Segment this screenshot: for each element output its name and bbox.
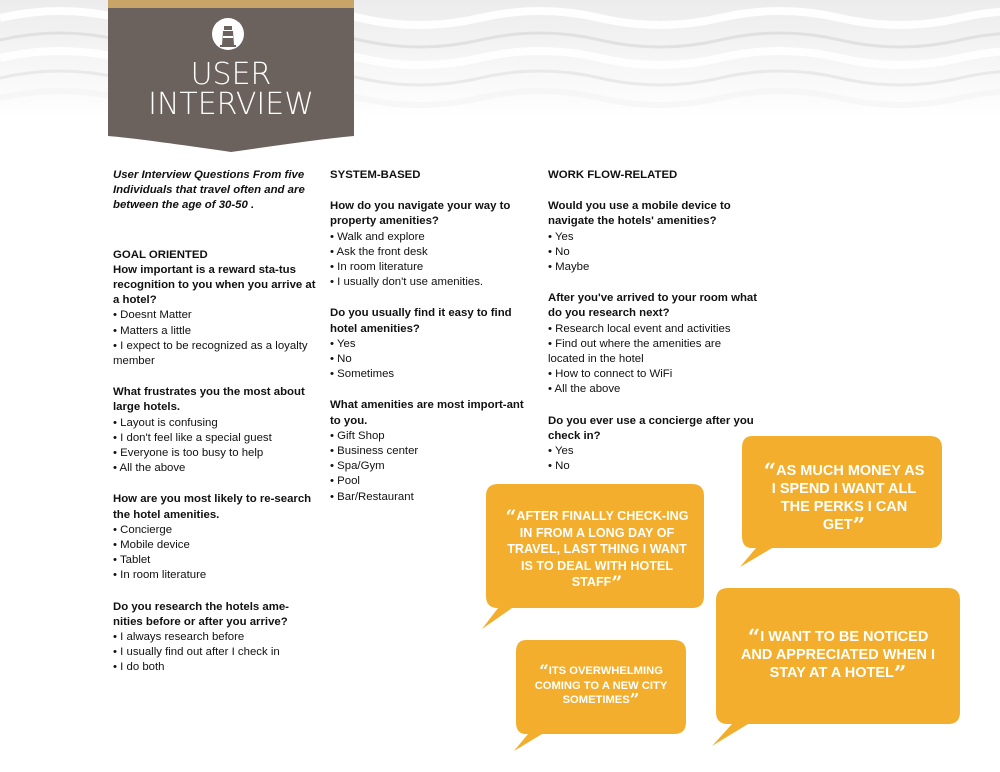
question-block — [113, 385, 318, 476]
question: Do you usually find it easy to find hotel amenities? — [330, 307, 512, 335]
answer-item: • I do both — [113, 660, 318, 675]
answer-item: • Research local event and activities — [548, 322, 758, 337]
open-quote-mark: “ — [539, 660, 549, 681]
answer-item: • All the above — [548, 382, 758, 397]
question: After you've arrived to your room what do you research next? — [548, 292, 758, 320]
question-block — [330, 306, 535, 382]
section-heading: SYSTEM-BASED — [330, 169, 421, 181]
column-system-based — [330, 168, 535, 521]
answer-item: • I usually find out after I check in — [113, 645, 318, 660]
open-quote-mark: “ — [505, 505, 517, 528]
answer-item: • Maybe — [548, 260, 758, 275]
answer-item: • Bar/Restaurant — [330, 490, 535, 505]
question: How are you most likely to re-search the hotel amenities. — [113, 493, 312, 521]
answer-list — [113, 416, 318, 477]
answer-item: • Ask the front desk — [330, 245, 535, 260]
quote-bubble-hotel-staff — [482, 484, 706, 630]
quote-bubble-overwhelming — [512, 640, 688, 752]
quote-body: AS MUCH MONEY AS I SPEND I WANT ALL THE PERKS I CAN GET — [771, 463, 925, 533]
question-block — [330, 199, 535, 290]
page-title — [108, 57, 354, 122]
column-work-flow-related — [548, 168, 758, 490]
close-quote-mark: ” — [629, 689, 640, 710]
answer-item: • I usually don't use amenities. — [330, 275, 535, 290]
close-quote-mark: ” — [611, 571, 623, 594]
answer-item: • Yes — [330, 337, 535, 352]
close-quote-mark: ” — [852, 513, 866, 539]
answer-item: • Yes — [548, 230, 758, 245]
close-quote-mark: ” — [893, 661, 907, 687]
answer-item: • I always research before — [113, 630, 318, 645]
quote-bubble-perks — [738, 436, 944, 568]
question-block — [113, 492, 318, 583]
answer-item: • Spa/Gym — [330, 459, 535, 474]
answer-item: • I expect to be recognized as a loyalty member — [113, 339, 318, 369]
question-block — [548, 291, 758, 397]
answer-item: • Tablet — [113, 553, 318, 568]
question-block — [548, 414, 758, 475]
answer-item: • Business center — [330, 444, 535, 459]
answer-item: • No — [548, 459, 758, 474]
quote-text — [738, 625, 938, 687]
quote-body: I WANT TO BE NOTICED AND APPRECIATED WHEN I STAY AT A HOTEL — [740, 629, 936, 681]
quote-body: ITS OVERWHELMING COMING TO A NEW CITY SOMETIMES — [534, 665, 668, 706]
answer-item: • How to connect to WiFi — [548, 367, 758, 382]
answer-item: • Walk and explore — [330, 230, 535, 245]
question: What amenities are most import-ant to you. — [330, 399, 524, 427]
open-quote-mark: “ — [763, 459, 777, 485]
answer-item: • Sometimes — [330, 367, 535, 382]
answer-item: • Doesnt Matter — [113, 308, 318, 323]
answer-list — [330, 230, 535, 291]
quote-body: AFTER FINALLY CHECK-ING IN FROM A LONG DAY OF TRAVEL, LAST THING I WANT IS TO DEAL WITH HOTEL STAFF — [507, 509, 689, 589]
title-line-1: USER — [190, 57, 272, 92]
intro-text: User Interview Questions From five Individuals that travel often and are between the age of 30-50 . — [113, 169, 305, 212]
answer-list — [330, 337, 535, 383]
answer-item: • In room literature — [330, 260, 535, 275]
answer-item: • In room literature — [113, 568, 318, 583]
column-goal-oriented — [113, 168, 318, 692]
answer-item: • Yes — [548, 444, 758, 459]
lighthouse-icon — [211, 17, 245, 51]
answer-item: • Gift Shop — [330, 429, 535, 444]
question: What frustrates you the most about large hotels. — [113, 386, 305, 414]
answer-list — [548, 230, 758, 276]
answer-item: • Layout is confusing — [113, 416, 318, 431]
quote-text — [760, 459, 928, 539]
answer-list — [548, 444, 758, 474]
answer-item: • Everyone is too busy to help — [113, 446, 318, 461]
answer-item: • Mobile device — [113, 538, 318, 553]
quote-text — [526, 660, 676, 710]
open-quote-mark: “ — [747, 625, 761, 651]
answer-list — [548, 322, 758, 398]
section-heading: WORK FLOW-RELATED — [548, 169, 678, 181]
answer-item: • Pool — [330, 474, 535, 489]
question: Would you use a mobile device to navigate the hotels' amenities? — [548, 200, 731, 228]
answer-item: • Concierge — [113, 523, 318, 538]
title-line-2: INTERVIEW — [148, 87, 314, 122]
question-block — [548, 199, 758, 275]
quote-bubble-noticed — [712, 588, 962, 748]
answer-item: • No — [330, 352, 535, 367]
answer-item: • No — [548, 245, 758, 260]
question-block — [113, 263, 318, 369]
quote-text — [504, 505, 690, 594]
question-block — [113, 600, 318, 676]
question: Do you research the hotels ame-nities before or after you arrive? — [113, 600, 289, 628]
answer-list — [113, 308, 318, 369]
question: Do you ever use a concierge after you check in? — [548, 414, 754, 442]
answer-item: • Find out where the amenities are located in the hotel — [548, 337, 758, 367]
answer-item: • I don't feel like a special guest — [113, 431, 318, 446]
answer-list — [113, 630, 318, 676]
answer-list — [113, 523, 318, 584]
section-heading: GOAL ORIENTED — [113, 248, 208, 261]
answer-item: • All the above — [113, 461, 318, 476]
answer-item: • Matters a little — [113, 324, 318, 339]
question: How important is a reward sta-tus recognition to you when you arrive at a hotel? — [113, 263, 316, 307]
question: How do you navigate your way to property amenities? — [330, 200, 511, 228]
